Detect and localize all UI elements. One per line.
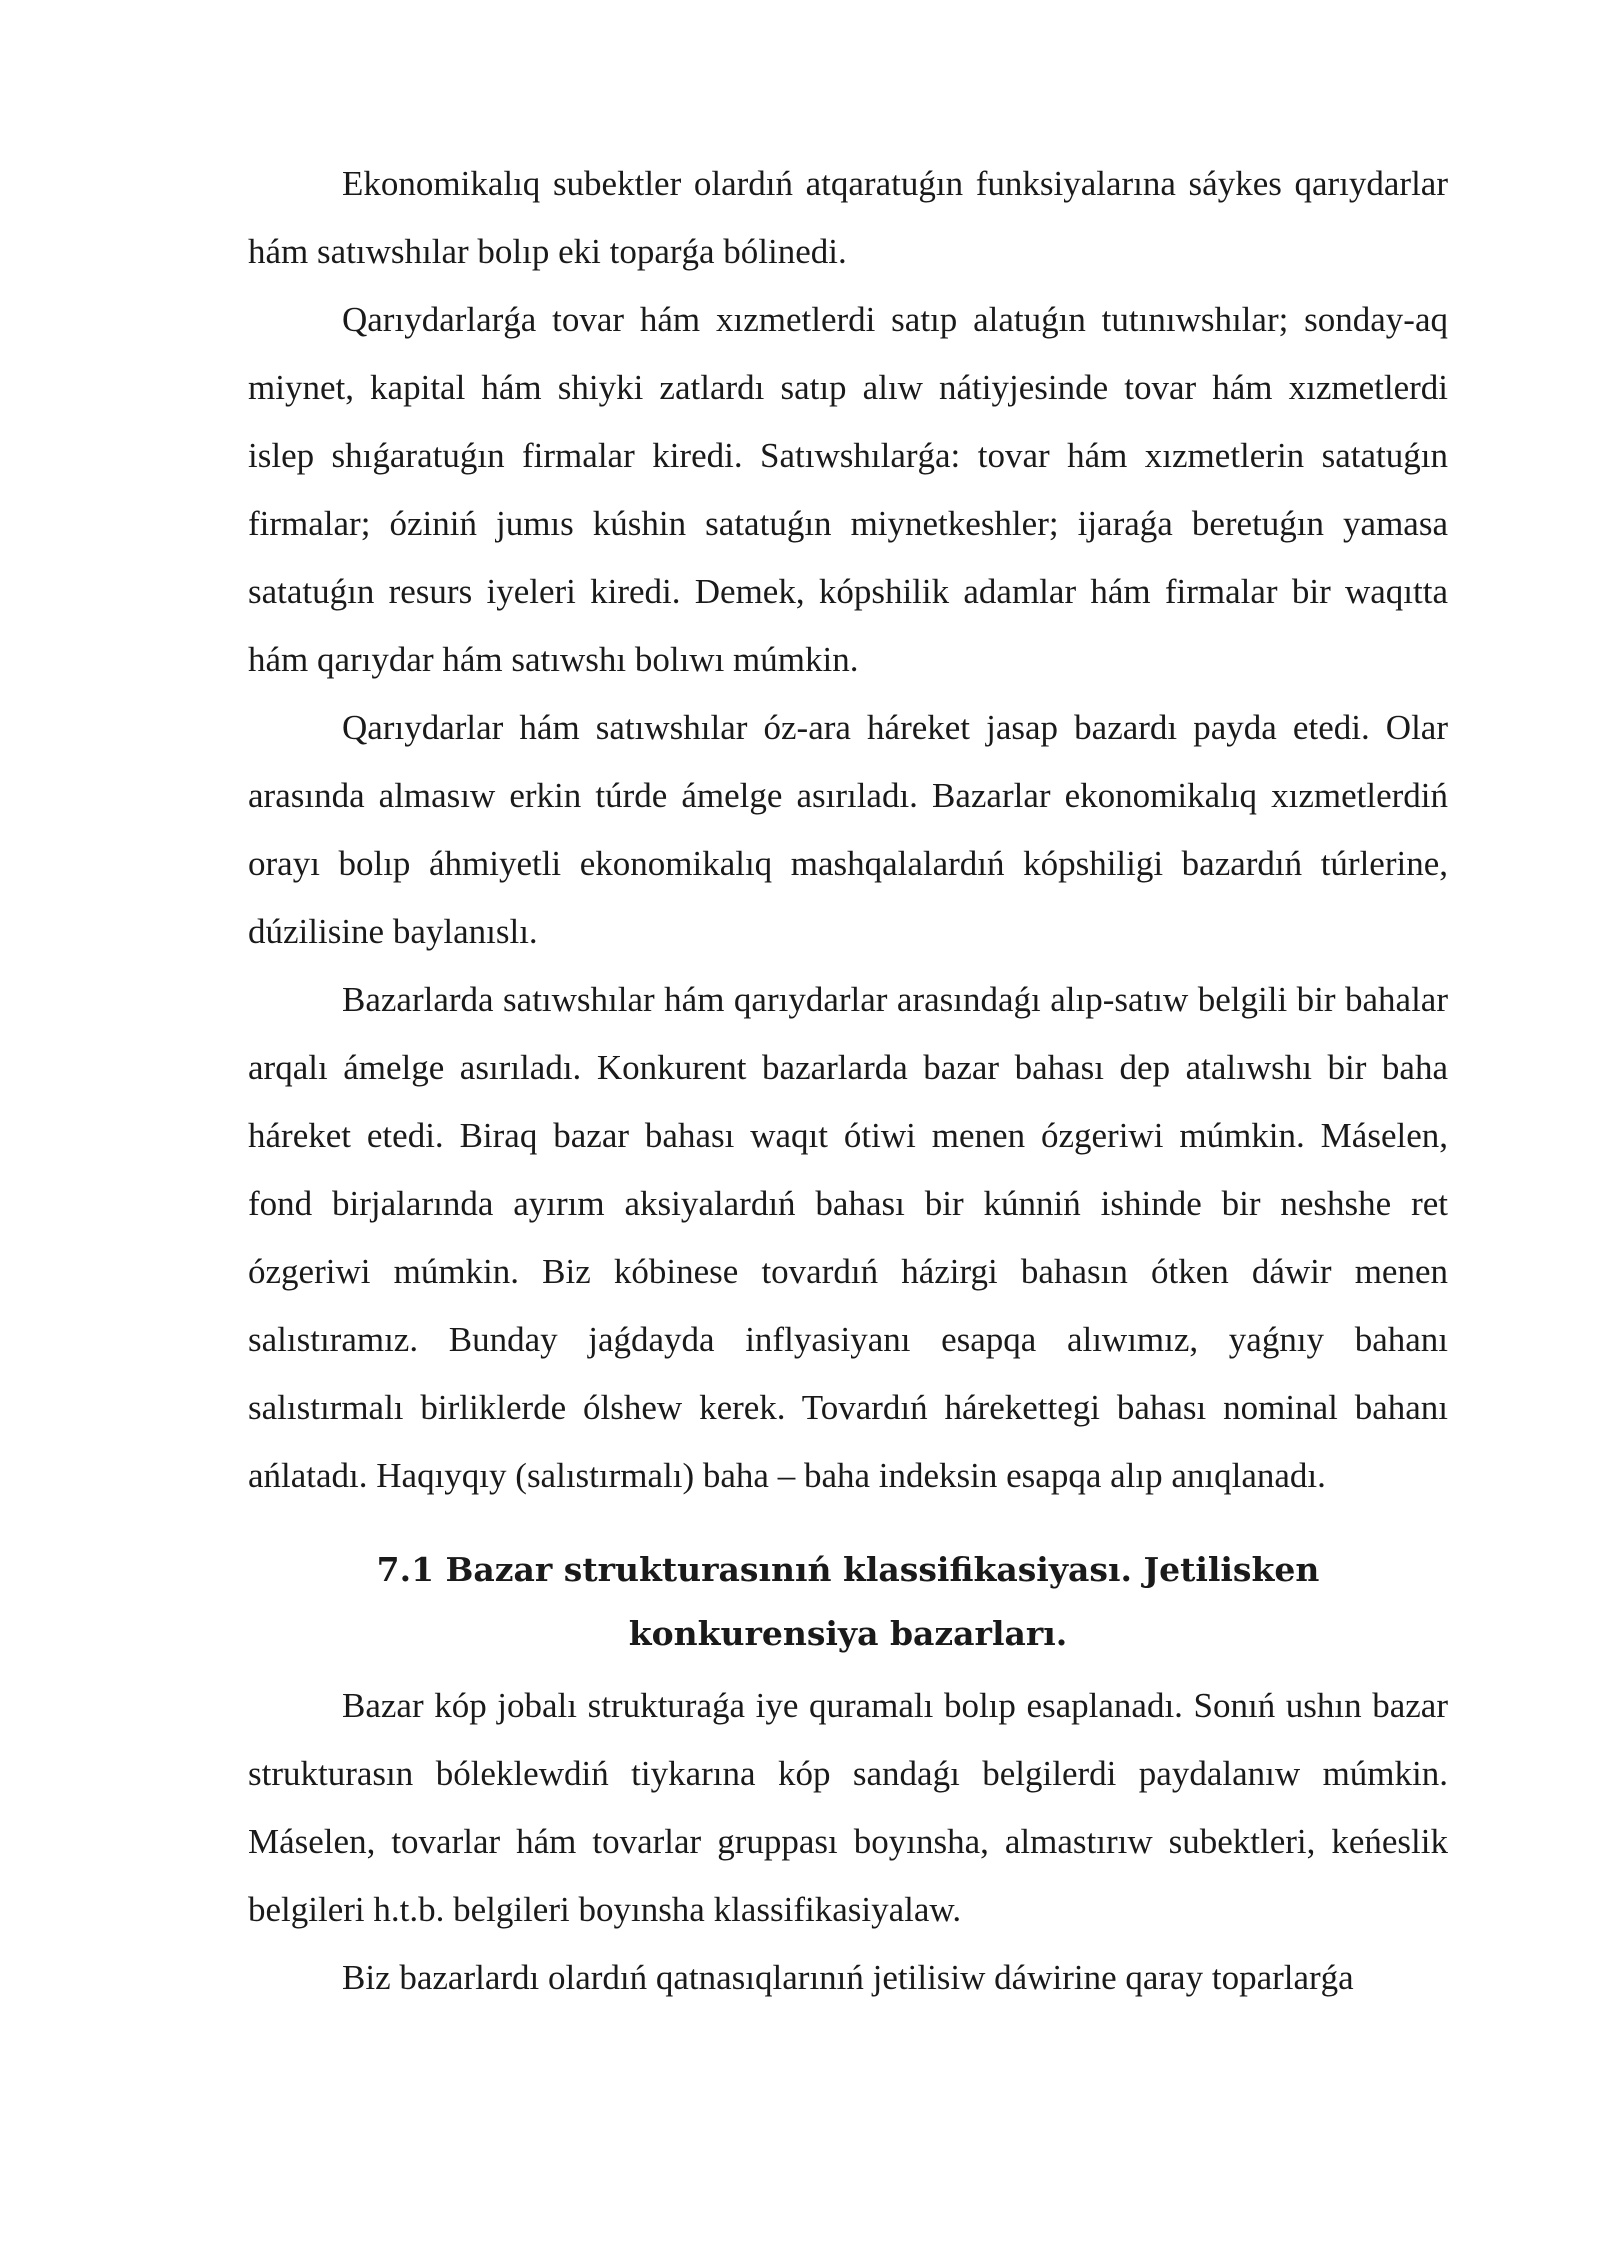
paragraph-market-structure: Bazar kóp jobalı strukturaǵa iye quramalı bolıp esaplanadı. Sonıń ushın bazar strukturasın bóleklewdiń tiykarına kóp sandaǵı belgilerdi paydalanıw múmkin. Máselen, tovarlar hám tovarlar gruppası boyınsha, almastırıw subektleri, keńeslik belgileri h.t.b. belgileri boyınsha klassifikasiyalaw. (248, 1686, 1448, 1929)
paragraph-buyers-sellers: Qarıydarlarǵa tovar hám xızmetlerdi satıp alatuǵın tutınıwshılar; sonday-aq miynet, kapital hám shiyki zatlardı satıp alıw nátiyjesinde tovar hám xızmetlerdi islep shıǵaratuǵın firmalar kiredi. Satıwshılarǵa: tovar hám xızmetlerin satatuǵın firmalar; óziniń jumıs kúshin satatuǵın miynetkeshler; ijaraǵa beretuǵın yamasa satatuǵın resurs iyeleri kiredi. Demek, kópshilik adamlar hám firmalar bir waqıtta hám qarıydar hám satıwshı bolıwı múmkin. (248, 300, 1448, 679)
paragraph-market-groups: Biz bazarlardı olardıń qatnasıqlarınıń jetilisiw dáwirine qaray toparlarǵa (342, 1958, 1354, 1997)
paragraph-market-prices: Bazarlarda satıwshılar hám qarıydarlar arasındaǵı alıp-satıw belgili bir bahalar arqalı ámelge asırıladı. Konkurent bazarlarda bazar bahası dep atalıwshı bir baha háreket etedi. Biraq bazar bahası waqıt ótiwi menen ózgeriwi múmkin. Máselen, fond birjalarında ayırım aksiyalardıń bahası bir kúnniń ishinde bir neshshe ret ózgeriwi múmkin. Biz kóbinese tovardıń házirgi bahasın ótken dáwir menen salıstıramız. Bunday jaǵdayda inflyasiyanı esapqa alıwımız, yaǵnıy bahanı salıstırmalı birliklerde ólshew kerek. Tovardıń hárekettegi bahası nominal bahanı ańlatadı. Haqıyqıy (salıstırmalı) baha – baha indeksin esapqa alıp anıqlanadı. (248, 980, 1448, 1495)
paragraph-market-interaction: Qarıydarlar hám satıwshılar óz-ara háreket jasap bazardı payda etedi. Olar arasında almasıw erkin túrde ámelge asırıladı. Bazarlar ekonomikalıq xızmetlerdiń orayı bolıp áhmiyetli ekonomikalıq mashqalalardıń kópshiligi bazardıń túrlerine, dúzilisine baylanıslı. (248, 708, 1448, 951)
document-page (248, 150, 1448, 2012)
section-heading: 7.1 Bazar strukturasınıń klassifikasiyası. Jetilisken konkurensiya bazarları. (376, 1550, 1320, 1653)
paragraph-economic-subjects: Ekonomikalıq subektler olardıń atqaratuǵın funksiyalarına sáykes qarıydarlar hám satıwshılar bolıp eki toparǵa bólinedi. (248, 164, 1448, 271)
